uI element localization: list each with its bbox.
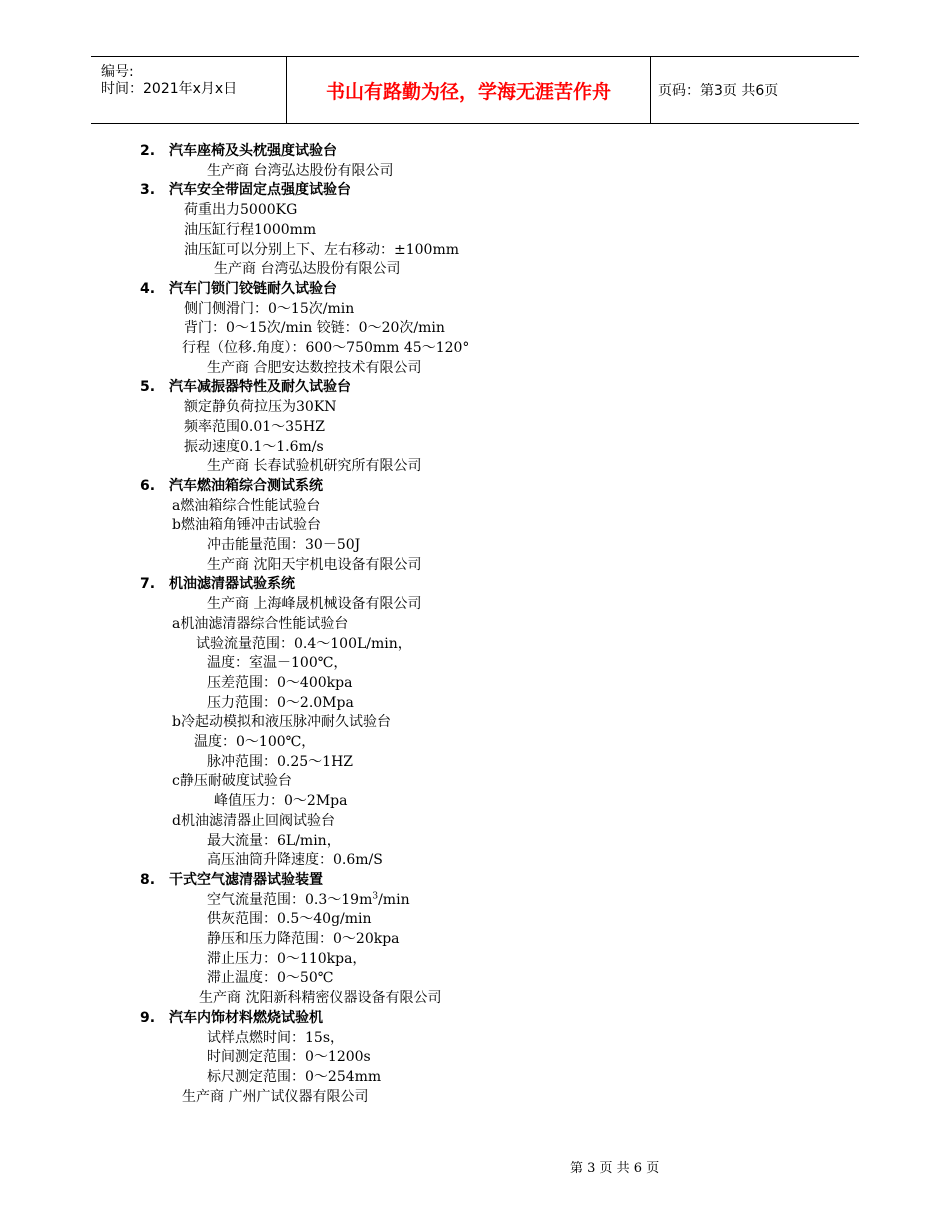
detail-text: b燃油箱角锤冲击试验台 xyxy=(172,517,321,534)
detail-line xyxy=(207,832,341,852)
detail-line xyxy=(182,339,469,359)
detail-text: 时间测定范围：0～1200s xyxy=(207,1049,371,1066)
detail-text: 温度：室温－100℃， xyxy=(207,655,348,672)
detail-text: 油压缸行程1000mm xyxy=(184,221,317,238)
detail-text: d机油滤清器止回阀试验台 xyxy=(172,812,335,829)
detail-text: 行程（位移.角度）：600～750mm 45～120° xyxy=(182,340,470,356)
detail-line xyxy=(172,772,292,792)
detail-line xyxy=(207,595,421,615)
detail-line xyxy=(207,1068,381,1088)
detail-line xyxy=(184,438,324,458)
detail-line xyxy=(172,812,335,832)
section-heading xyxy=(140,871,323,891)
detail-line xyxy=(184,221,316,241)
detail-text: a机油滤清器综合性能试验台 xyxy=(172,615,349,632)
section-heading xyxy=(140,477,323,497)
detail-text: 压差范围：0～400kpa xyxy=(207,674,353,691)
section-number: 8. xyxy=(140,871,156,888)
detail-line xyxy=(184,319,445,339)
detail-line xyxy=(184,300,354,320)
page-header xyxy=(91,56,859,124)
detail-line xyxy=(184,418,325,438)
detail-line xyxy=(184,241,459,261)
detail-line xyxy=(207,674,352,694)
detail-text: 最大流量：6L/min， xyxy=(207,832,341,849)
section-title: 汽车门锁门铰链耐久试验台 xyxy=(169,280,337,297)
header-meta xyxy=(91,57,286,123)
detail-line xyxy=(214,260,400,280)
section-title: 汽车内饰材料燃烧试验机 xyxy=(169,1009,323,1026)
detail-text-suffix: /min xyxy=(378,891,410,908)
detail-text: 频率范围0.01～35HZ xyxy=(184,418,325,435)
detail-line xyxy=(184,398,337,418)
detail-text: 高压油筒升降速度：0.6m/S xyxy=(207,852,383,869)
detail-text: 振动速度0.1～1.6m/s xyxy=(184,438,324,455)
detail-line xyxy=(207,1029,344,1049)
detail-text: 标尺测定范围：0～254mm xyxy=(207,1068,382,1085)
detail-line xyxy=(172,615,348,635)
detail-text: 生产商 沈阳新科精密仪器设备有限公司 xyxy=(199,990,442,1007)
detail-text: 背门：0～15次/min 铰链：0～20次/min xyxy=(184,320,445,337)
section-number: 2. xyxy=(140,143,156,159)
detail-line xyxy=(172,516,321,536)
detail-line xyxy=(182,1088,368,1108)
section-title: 干式空气滤清器试验装置 xyxy=(169,871,323,888)
detail-text: c静压耐破度试验台 xyxy=(172,773,292,790)
section-heading xyxy=(140,181,351,201)
section-title: 汽车减振器特性及耐久试验台 xyxy=(169,379,351,396)
page-footer: 第 3 页 共 6 页 xyxy=(570,1161,660,1176)
section-heading xyxy=(140,142,337,162)
detail-line xyxy=(214,792,347,812)
detail-line xyxy=(184,201,297,221)
section-number: 5. xyxy=(140,379,156,396)
code-label: 编号: xyxy=(101,64,134,80)
detail-line xyxy=(207,950,366,970)
detail-text: 额定静负荷拉压为30KN xyxy=(184,399,337,416)
section-title: 汽车安全带固定点强度试验台 xyxy=(169,182,351,199)
detail-text: 生产商 上海峰晟机械设备有限公司 xyxy=(207,596,422,613)
detail-text: 温度：0～100℃， xyxy=(194,734,316,750)
detail-text: 滞止压力：0～110kpa， xyxy=(207,950,367,967)
header-motto: 书山有路勤为径，学海无涯苦作舟 xyxy=(286,57,651,123)
section-title: 汽车座椅及头枕强度试验台 xyxy=(169,143,337,159)
section-title: 机油滤清器试验系统 xyxy=(169,576,295,593)
detail-line xyxy=(207,969,333,989)
detail-text: 空气流量范围：0.3～19m xyxy=(207,891,373,908)
detail-line xyxy=(207,891,410,911)
detail-text: 压力范围：0～2.0Mpa xyxy=(207,694,354,711)
detail-line xyxy=(172,497,320,517)
time-label: 时间：2021年x月x日 xyxy=(101,81,238,97)
detail-line xyxy=(207,536,360,556)
detail-line xyxy=(207,930,400,950)
detail-text: 生产商 台湾弘达股份有限公司 xyxy=(214,261,401,278)
detail-text: 荷重出力5000KG xyxy=(184,202,298,219)
detail-text: 冲击能量范围：30－50J xyxy=(207,537,361,553)
section-number: 3. xyxy=(140,182,156,199)
detail-text: 试验流量范围：0.4～100L/min， xyxy=(196,635,412,652)
detail-text: 脉冲范围：0.25～1HZ xyxy=(207,753,354,770)
section-number: 6. xyxy=(140,477,156,494)
detail-text: a燃油箱综合性能试验台 xyxy=(172,497,321,514)
detail-text: 滞止温度：0～50℃ xyxy=(207,970,334,987)
detail-text: 静压和压力降范围：0～20kpa xyxy=(207,931,400,947)
section-heading xyxy=(140,1009,323,1029)
section-number: 9. xyxy=(140,1009,156,1026)
header-page-info xyxy=(650,57,859,123)
detail-line xyxy=(207,851,383,871)
detail-text: 供灰范围：0.5～40g/min xyxy=(207,911,372,928)
detail-line xyxy=(207,910,372,930)
detail-line xyxy=(207,654,347,674)
detail-line xyxy=(207,753,353,773)
detail-text: b冷起动模拟和液压脉冲耐久试验台 xyxy=(172,714,391,731)
detail-line xyxy=(207,359,421,379)
detail-text: 生产商 合肥安达数控技术有限公司 xyxy=(207,359,422,376)
detail-text: 生产商 广州广试仪器有限公司 xyxy=(182,1088,369,1105)
detail-line xyxy=(207,457,421,477)
detail-text: 峰值压力：0～2Mpa xyxy=(214,793,348,810)
section-number: 4. xyxy=(140,280,156,297)
superscript: 3 xyxy=(372,890,379,901)
detail-line xyxy=(207,694,354,714)
section-number: 7. xyxy=(140,576,156,593)
detail-line xyxy=(199,989,441,1009)
detail-line xyxy=(172,713,391,733)
detail-text: 生产商 沈阳天宇机电设备有限公司 xyxy=(207,556,422,573)
detail-line xyxy=(194,733,315,753)
detail-line xyxy=(207,1048,371,1068)
detail-text: 油压缸可以分别上下、左右移动：±100mm xyxy=(184,241,460,258)
detail-line xyxy=(207,162,393,182)
detail-text: 试样点燃时间：15s， xyxy=(207,1029,344,1046)
detail-line xyxy=(207,556,421,576)
page-label: 页码：第3页 共6页 xyxy=(658,83,779,99)
section-heading xyxy=(140,378,351,398)
detail-text: 生产商 台湾弘达股份有限公司 xyxy=(207,162,394,179)
section-heading xyxy=(140,280,337,300)
section-heading xyxy=(140,575,295,595)
detail-line xyxy=(196,635,412,655)
section-title: 汽车燃油箱综合测试系统 xyxy=(169,477,323,494)
detail-text: 侧门侧滑门：0～15次/min xyxy=(184,300,355,317)
detail-text: 生产商 长春试验机研究所有限公司 xyxy=(207,458,422,475)
